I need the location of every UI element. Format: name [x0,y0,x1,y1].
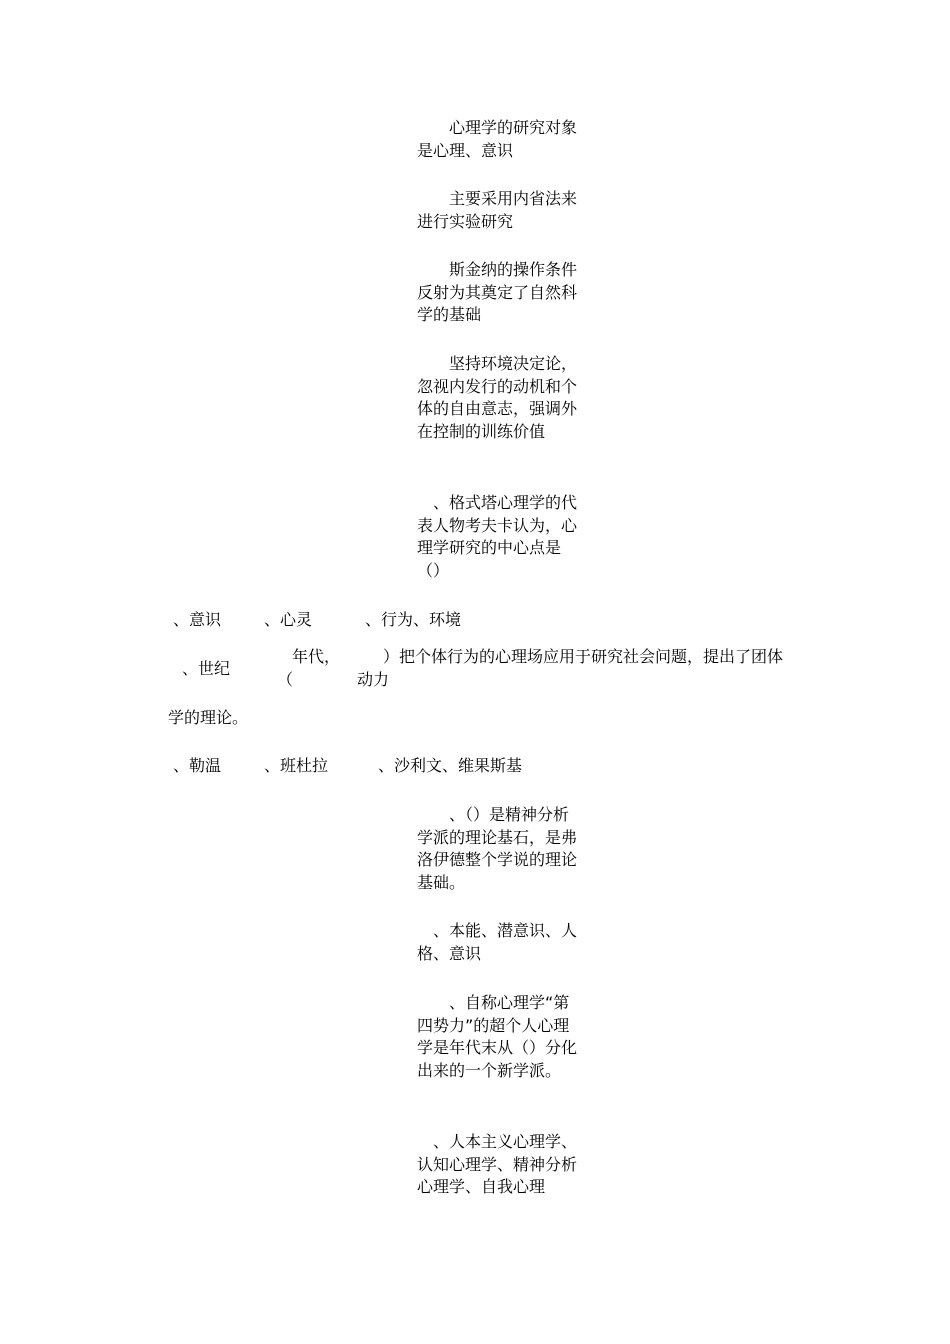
options-block-transpersonal: 、人本主义心理学、认知心理学、精神分析心理学、自我心理 [417,1132,578,1196]
question-2-years: 年代， [292,647,341,666]
text-block-3: 斯金纳的操作条件反射为其奠定了自然科学的基础 [417,260,578,324]
question-block-transpersonal: 、自称心理学“第四势力”的超个人心理学是年代末从（）分化出来的一个新学派。 [417,993,578,1080]
option-b: 、心灵 [264,610,313,629]
options-block-psychoanalysis: 、本能、潜意识、人格、意识 [417,921,578,963]
option-c: 、行为、环境 [365,610,462,629]
question-block-psychoanalysis: 、（）是精神分析学派的理论基石，是弗洛伊德整个学说的理论基础。 [417,805,578,892]
option-b-2: 、班杜拉 [264,756,329,775]
question-block-kafka: 、格式塔心理学的代表人物考夫卡认为，心理学研究的中心点是（） [417,493,578,580]
text-block-1: 心理学的研究对象是心理、意识 [417,118,578,160]
option-c-2: 、沙利文、维果斯基 [378,756,523,775]
question-2-paren-open: （ [277,670,294,689]
option-a-2: 、勒温 [173,756,222,775]
question-2-continuation: 学的理论。 [168,708,249,727]
question-2-main: ）把个体行为的心理场应用于研究社会问题，提出了团体 [383,647,784,666]
option-a: 、意识 [173,610,222,629]
question-2-prefix: 、世纪 [182,659,231,678]
question-2-dynamics: 动力 [357,670,390,689]
text-block-4: 坚持环境决定论，忽视内发行的动机和个体的自由意志，强调外在控制的训练价值 [417,354,578,441]
text-block-2: 主要采用内省法来进行实验研究 [417,189,578,231]
